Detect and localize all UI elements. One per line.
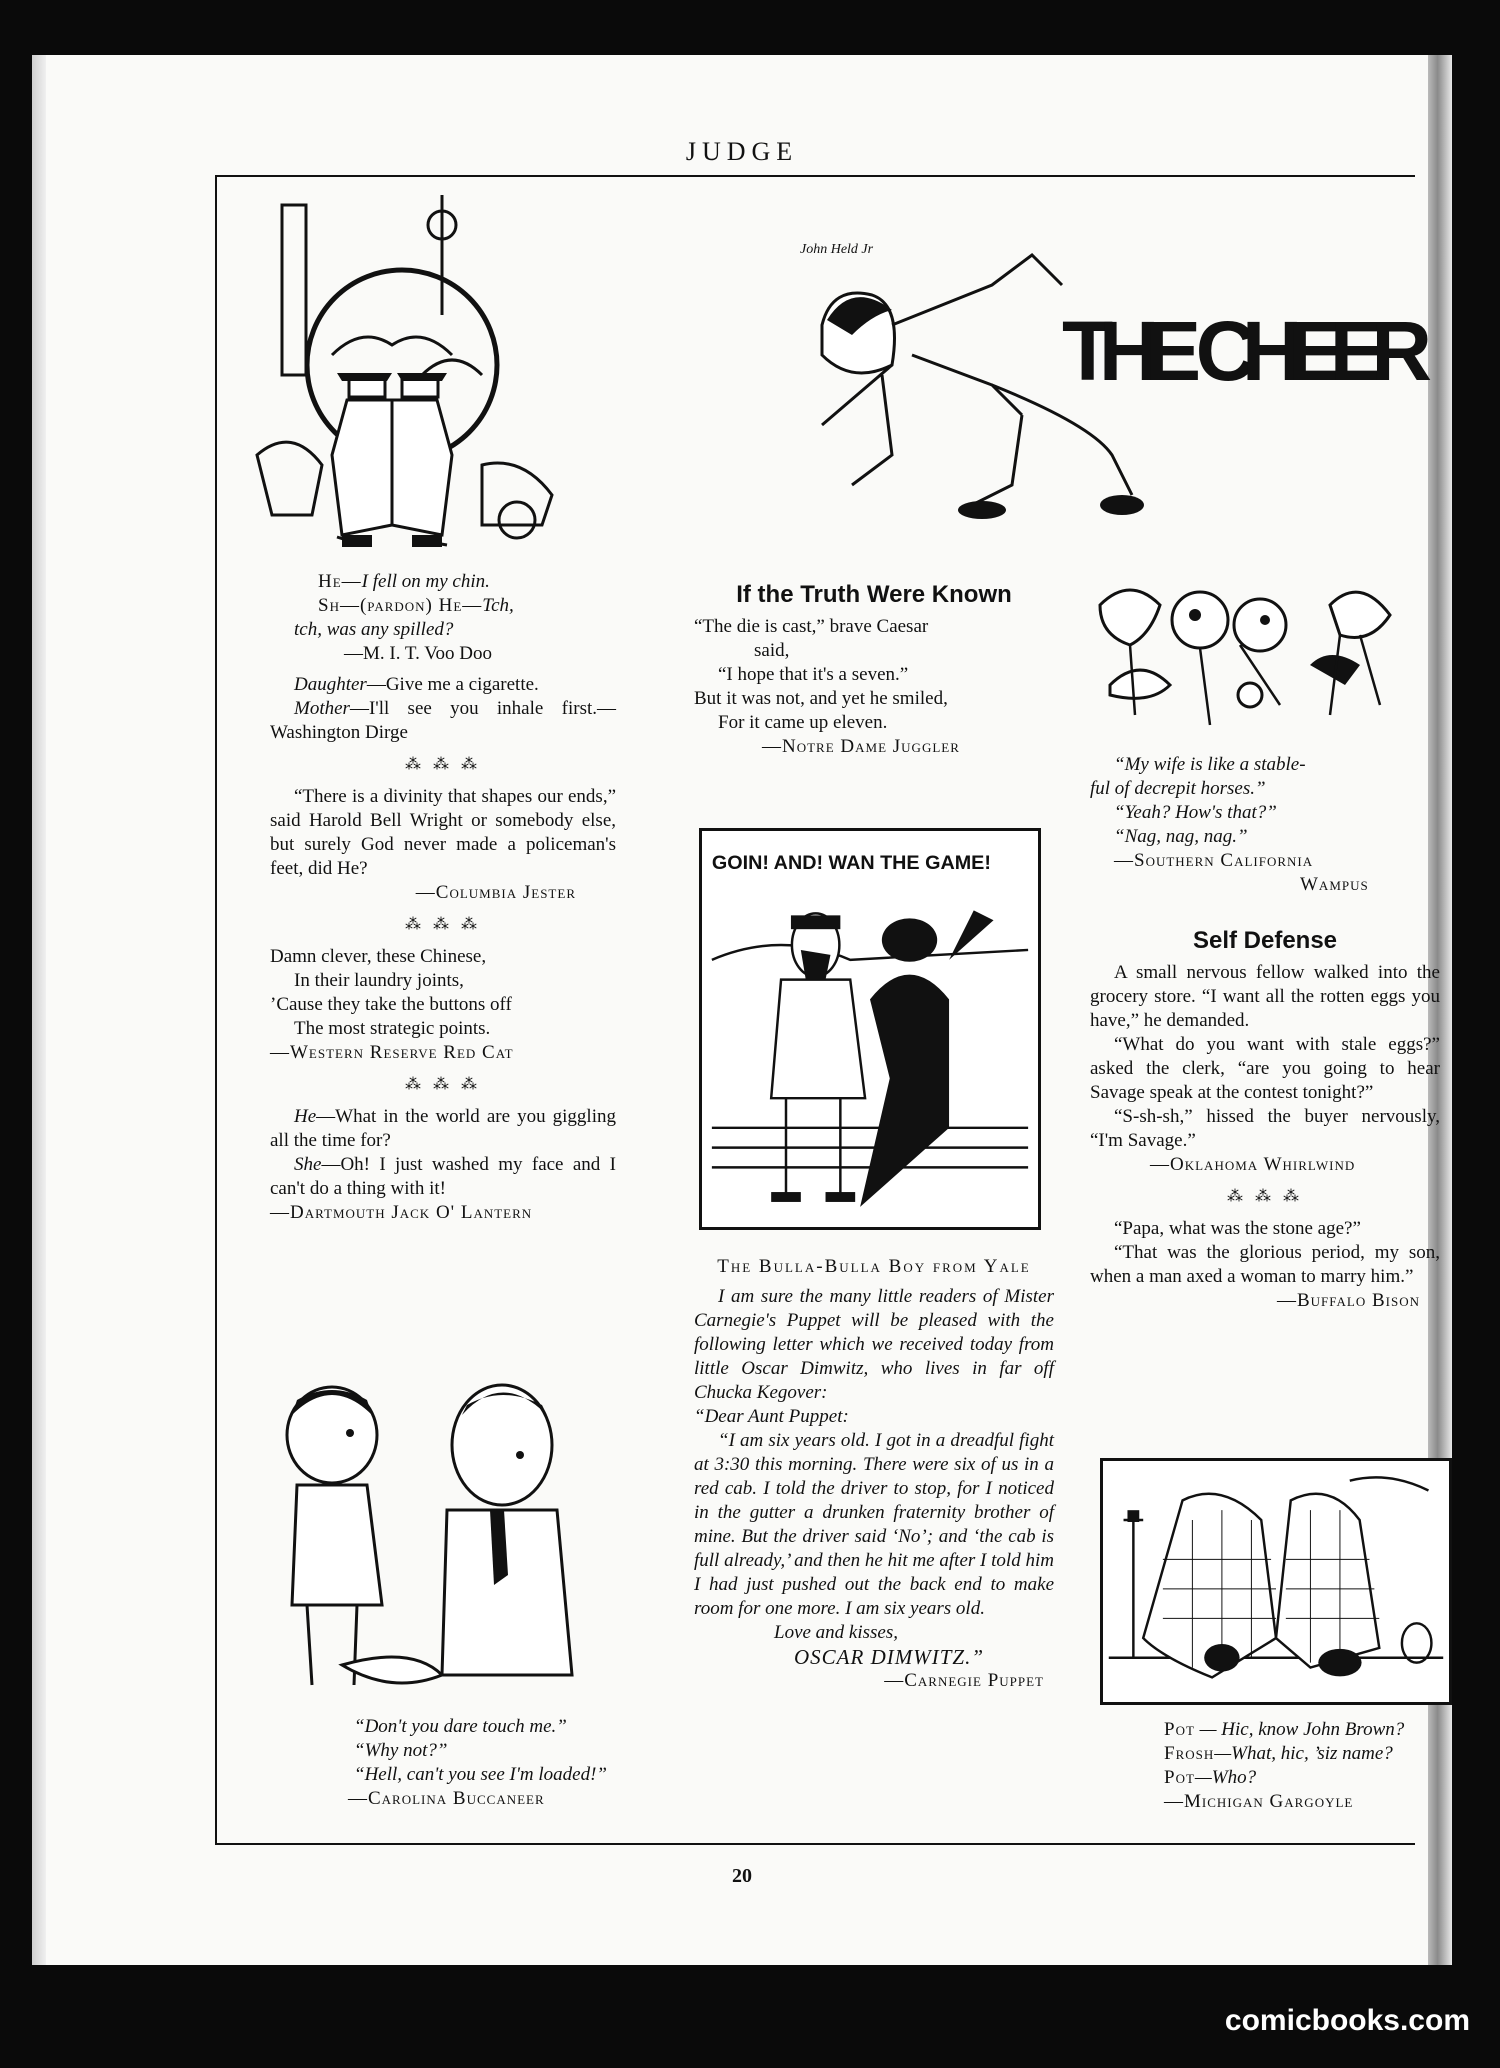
self-defense-heading: Self Defense (1192, 927, 1338, 954)
lantern-speaker-she: She (294, 1154, 322, 1175)
voodoo-line-2: Tch, (482, 595, 514, 616)
lantern-line-2: —Oh! I just washed my face and I can't do a thing with it! (270, 1154, 616, 1199)
separator-ornament: ⁂ ⁂ ⁂ (1227, 1188, 1303, 1205)
bison-line-1: “Papa, what was the stone age?” (1114, 1218, 1361, 1239)
self-defense-para-3: “S-sh-sh,” hissed the buyer nervously, “I'm Savage.” (1090, 1106, 1440, 1151)
running-head: JUDGE (685, 137, 799, 166)
gargoyle-cartoon-drawing (1103, 1461, 1449, 1702)
voodoo-speaker-he: He— (318, 571, 362, 592)
buccaneer-source: —Carolina Buccaneer (348, 1788, 545, 1809)
truth-line-3: “I hope that it's a seven.” (718, 664, 909, 685)
truth-source: —Notre Dame Juggler (762, 736, 960, 757)
redcat-line-4: The most strategic points. (294, 1018, 491, 1039)
page-number: 20 (732, 1865, 752, 1887)
buccaneer-line-3: “Hell, can't you see I'm loaded!” (354, 1764, 607, 1785)
truth-line-1: “The die is cast,” brave Caesar (694, 616, 929, 637)
truth-line-4: But it was not, and yet he smiled, (694, 688, 948, 709)
gargoyle-joke (1140, 1718, 1440, 1814)
redcat-line-3: ’Cause they take the buttons off (270, 994, 512, 1015)
lantern-speaker-he: He (294, 1106, 317, 1127)
top-black-border (0, 0, 1500, 55)
redcat-source: —Western Reserve Red Cat (270, 1042, 514, 1063)
buccaneer-line-1: “Don't you dare touch me.” (354, 1716, 567, 1737)
puppet-closing: Love and kisses, (774, 1622, 899, 1643)
buccaneer-joke (330, 1715, 630, 1811)
truth-line-2: said, (754, 640, 790, 661)
column-2-bottom (694, 1255, 1054, 1693)
separator-ornament: ⁂ ⁂ ⁂ (405, 1076, 481, 1093)
puppet-letter-body: “I am six years old. I got in a dreadful fight at 3:30 this morning. There were six of us in a red cab. I told the driver to stop, for I noticed in the gutter a drunken fraternity brother of mine. But the driver said ‘No’; and ‘the cab is full already,’ and then he hit me after I told him I had just pushed out the back end to make room for one more. I am six years old. (694, 1430, 1054, 1619)
wampus-line-2: ful of decrepit horses.” (1090, 778, 1266, 799)
jester-text: “There is a divinity that shapes our ends,” said Harold Bell Wright or somebody else, but surely God never made a policeman's feet, did He? (270, 786, 616, 879)
gargoyle-speaker-pot: Pot (1164, 1719, 1195, 1740)
yale-caption: The Bulla-Bulla Boy from Yale (717, 1256, 1031, 1277)
separator-ornament: ⁂ ⁂ ⁂ (405, 916, 481, 933)
voodoo-speaker-sh: Sh—(pardon) He— (318, 595, 483, 616)
dirge-line-1: —Give me a cigarette. (366, 674, 539, 695)
cheer-title: THE CHEER (1062, 304, 1432, 398)
wampus-source-2: Wampus (1300, 874, 1369, 895)
voodoo-line-1: I fell on my chin. (361, 571, 490, 592)
wampus-line-4: “Nag, nag, nag.” (1114, 826, 1248, 847)
self-defense-para-2: “What do you want with stale eggs?” asked the clerk, “are you going to hear Savage speak at the contest tonight?” (1090, 1034, 1440, 1103)
puppet-source: —Carnegie Puppet (884, 1670, 1044, 1691)
yale-cartoon-text: GOIN! AND! WAN THE GAME! (711, 851, 991, 874)
dirge-line-2: —I'll see you inhale first.—Washington Dirge (270, 698, 616, 743)
voodoo-joke (294, 570, 614, 666)
puppet-intro: I am sure the many little readers of Mister Carnegie's Puppet will be pleased with the following letter which we received today from little Oscar Dimwitz, who lives in far off Chucka Kegover: (694, 1286, 1054, 1403)
yale-cartoon-drawing (702, 831, 1038, 1227)
buccaneer-cartoon-drawing (272, 1375, 612, 1715)
separator-ornament: ⁂ ⁂ ⁂ (405, 756, 481, 773)
puppet-salutation: “Dear Aunt Puppet: (694, 1406, 849, 1427)
gargoyle-cartoon (1100, 1458, 1452, 1705)
gargoyle-line-1: — Hic, know John Brown? (1194, 1719, 1405, 1740)
gargoyle-source: —Michigan Gargoyle (1164, 1791, 1354, 1812)
wampus-cartoon-drawing (1090, 575, 1440, 745)
yale-cartoon (699, 828, 1041, 1230)
wampus-line-1: “My wife is like a stable- (1114, 754, 1306, 775)
voodoo-cartoon-drawing (252, 195, 572, 565)
lantern-line-1: —What in the world are you giggling all the time for? (270, 1106, 616, 1151)
bison-line-2: “That was the glorious period, my son, when a man axed a woman to marry him.” (1090, 1242, 1440, 1287)
dirge-speaker-mother: Mother (294, 698, 350, 719)
truth-line-5: For it came up eleven. (718, 712, 888, 733)
wampus-cartoon (1090, 575, 1440, 745)
column-2-top (694, 583, 1054, 759)
dirge-speaker-daughter: Daughter (294, 674, 367, 695)
wampus-source-1: —Southern California (1114, 850, 1314, 871)
watermark: comicbooks.com (1224, 2004, 1470, 2037)
magazine-page (32, 55, 1452, 1965)
gargoyle-speaker-pot-2: Pot (1164, 1767, 1195, 1788)
voodoo-line-3: tch, was any spilled? (294, 619, 454, 640)
voodoo-source: —M. I. T. Voo Doo (344, 643, 492, 664)
buccaneer-line-2: “Why not?” (354, 1740, 448, 1761)
lantern-source: —Dartmouth Jack O' Lantern (270, 1202, 533, 1223)
the-cheer-cartoon (792, 225, 1442, 525)
self-defense-source: —Oklahoma Whirlwind (1150, 1154, 1356, 1175)
jester-source: —Columbia Jester (415, 882, 576, 903)
cheer-signature: John Held Jr (800, 242, 874, 257)
buccaneer-cartoon (272, 1375, 612, 1715)
puppet-signature: OSCAR DIMWITZ.” (794, 1645, 985, 1669)
self-defense-para-1: A small nervous fellow walked into the grocery store. “I want all the rotten eggs you have,” he demanded. (1090, 962, 1440, 1031)
the-cheer-drawing (792, 225, 1442, 525)
redcat-line-2: In their laundry joints, (294, 970, 464, 991)
column-1-text (270, 673, 616, 1225)
bison-source: —Buffalo Bison (1276, 1290, 1420, 1311)
redcat-line-1: Damn clever, these Chinese, (270, 946, 487, 967)
gargoyle-line-2: —What, hic, ’siz name? (1214, 1743, 1393, 1764)
voodoo-cartoon (252, 195, 572, 565)
truth-heading: If the Truth Were Known (736, 581, 1012, 608)
wampus-line-3: “Yeah? How's that?” (1114, 802, 1277, 823)
page-spine (32, 55, 46, 1965)
gargoyle-line-3: —Who? (1194, 1767, 1257, 1788)
gargoyle-speaker-frosh: Frosh (1164, 1743, 1215, 1764)
column-3-text (1090, 753, 1440, 1313)
